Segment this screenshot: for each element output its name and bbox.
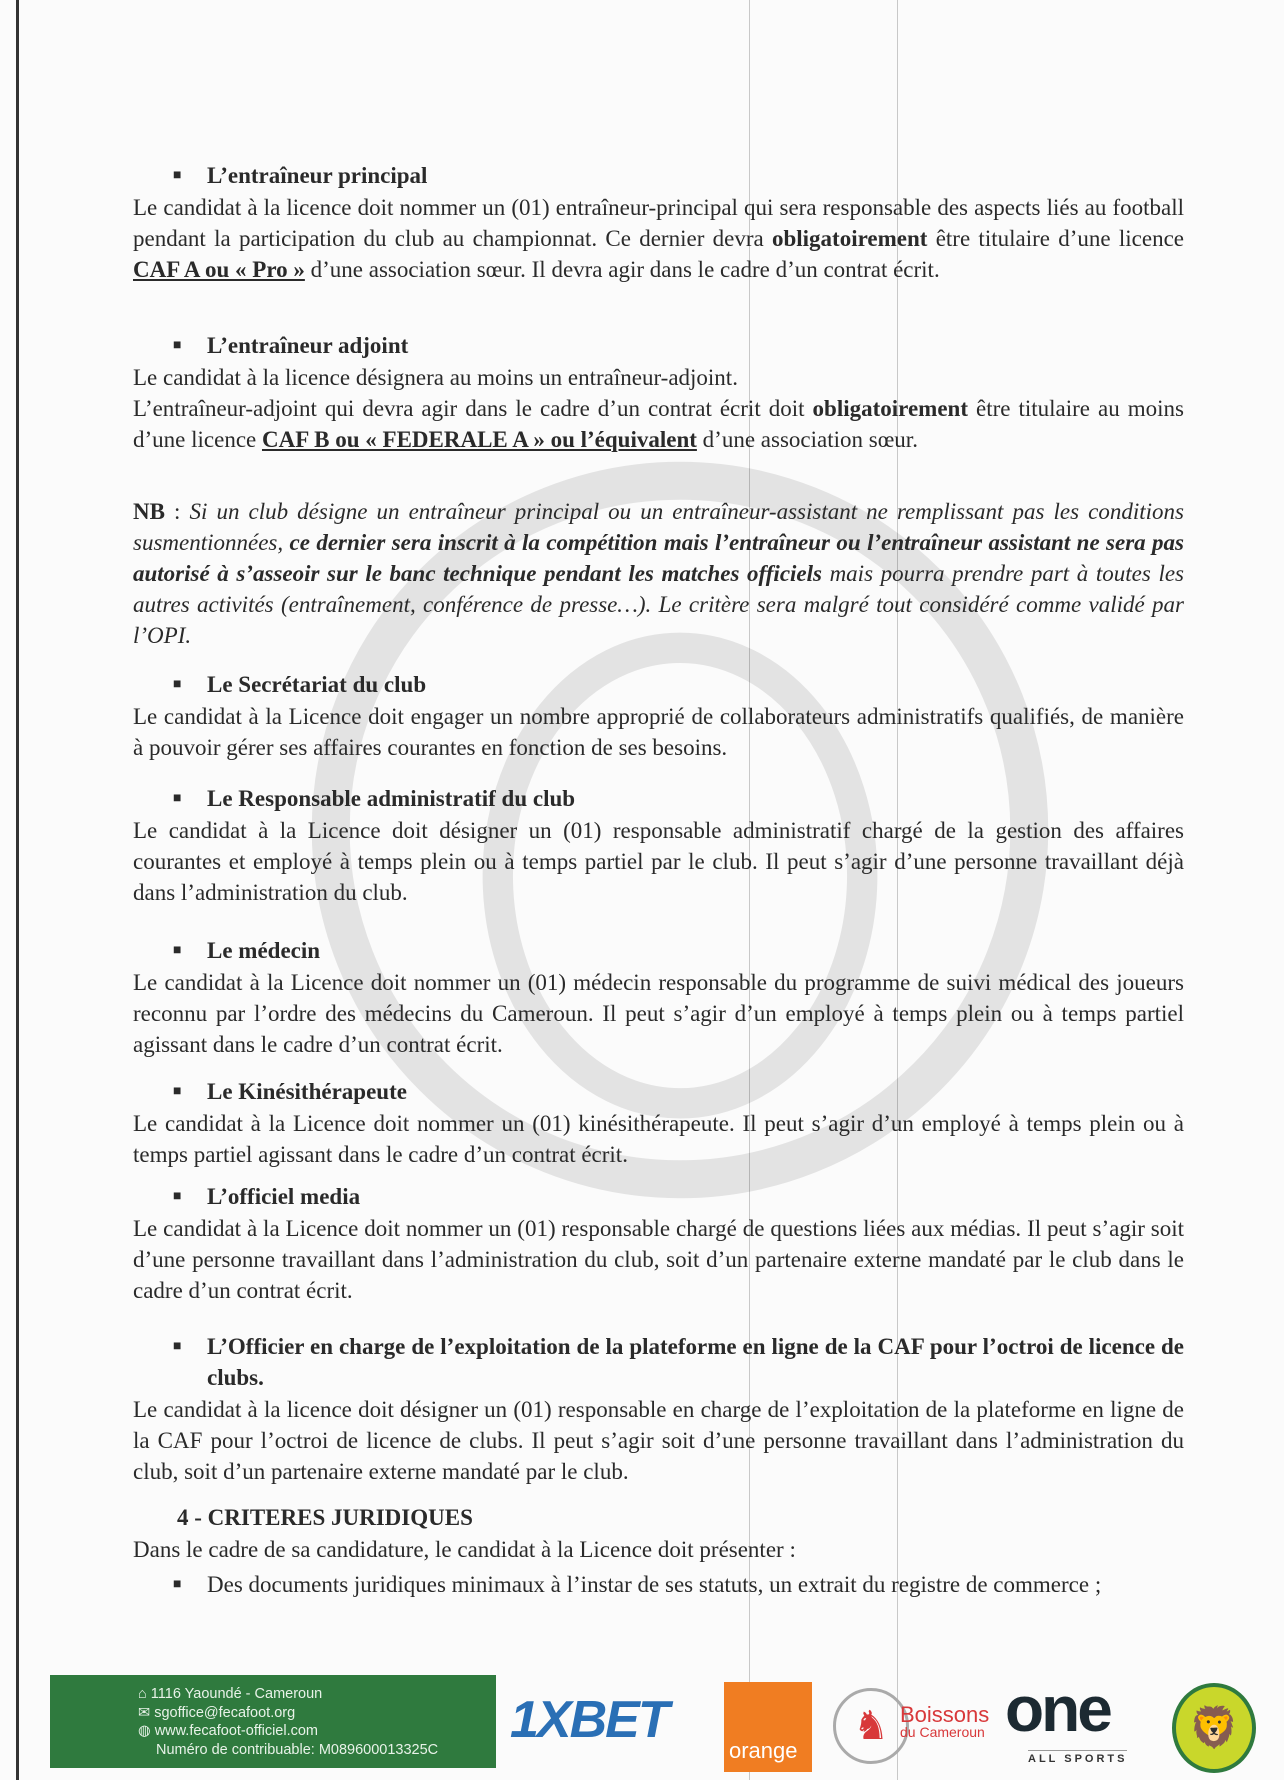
text-segment: être titulaire au moins d’une licence <box>133 396 1184 452</box>
paragraph <box>133 192 1184 285</box>
text-segment: mais pourra prendre part à toutes les autres activités (entraînement, conférence de presse…). Le critère sera malgré tout considéré comme validé par l’OPI. <box>133 561 1184 648</box>
paragraph <box>133 701 1184 763</box>
address-text: 1116 Yaoundé - Cameroun <box>150 1686 323 1702</box>
text-segment: CAF A ou « Pro » <box>133 257 305 282</box>
section <box>133 1181 1184 1306</box>
section-heading <box>133 935 1184 966</box>
section-heading <box>133 1181 1184 1212</box>
paragraph <box>133 1394 1184 1487</box>
email-link[interactable]: sgoffice@fecafoot.org <box>154 1704 296 1721</box>
text-segment: Le candidat à la Licence doit engager un nombre approprié de collaborateurs administratifs qualifiés, de manière à pouvoir gérer ses affaires courantes en fonction de ses besoins. <box>133 704 1184 760</box>
bullet-icon: ■ <box>173 1339 182 1354</box>
heading-text: L’officiel media <box>207 1184 361 1209</box>
heading-text: L’entraîneur adjoint <box>207 333 409 358</box>
one-logo: one <box>1005 1673 1110 1745</box>
text-segment: d’une association sœur. Il devra agir dans le cadre d’un contrat écrit. <box>304 257 940 282</box>
section-heading <box>133 669 1184 700</box>
text-segment: ce dernier sera inscrit à la compétition mais l’entraîneur ou l’entraîneur assistant ne sera pas autorisé à s’asseoir sur le banc technique pendant les matches officiels <box>133 530 1185 586</box>
website <box>138 1722 496 1741</box>
footer-contact-box <box>50 1675 496 1768</box>
section <box>133 1331 1184 1487</box>
section <box>133 783 1184 908</box>
text-segment: Le candidat à la licence doit nommer un (01) entraîneur-principal qui sera responsable des aspects liés au football pendant la participation du club au championnat. Ce dernier devra <box>133 195 1184 251</box>
section-heading <box>133 160 1184 191</box>
bullet-icon: ■ <box>173 1084 182 1099</box>
paragraph <box>133 967 1184 1060</box>
bullet-icon: ■ <box>173 1189 182 1204</box>
taxpayer-number: Numéro de contribuable: M089600013325C <box>156 1741 439 1758</box>
text-segment: L’entraîneur-adjoint qui devra agir dans le cadre d’un contrat écrit doit <box>133 396 813 421</box>
section-heading: 4 - CRITERES JURIDIQUES <box>177 1505 473 1530</box>
paragraph <box>133 393 1184 455</box>
text-segment: NB <box>133 499 165 524</box>
heading-text: L’Officier en charge de l’exploitation de la plateforme en ligne de la CAF pour l’octroi de licence de clubs. <box>207 1334 1184 1390</box>
text-segment: être titulaire d’une licence <box>927 226 1184 251</box>
section-heading <box>133 1331 1184 1393</box>
text-segment: Le candidat à la Licence doit nommer un (01) responsable chargé de questions liées aux médias. Il peut s’agir soit d’une personne travaillant dans l’administration du club, soit d’un partenaire externe mandaté par le club dans le cadre d’un contrat écrit. <box>133 1216 1184 1303</box>
page-border <box>16 0 19 1780</box>
text-segment: obligatoirement <box>812 396 968 421</box>
section <box>133 160 1184 285</box>
bullet-icon: ■ <box>173 338 182 353</box>
section-criteres-juridiques <box>133 1502 1184 1601</box>
bullet-icon: ■ <box>173 791 182 806</box>
heading-text: Le médecin <box>207 938 321 963</box>
heading-text: Le Secrétariat du club <box>207 672 427 697</box>
boissons-sub: du Cameroun <box>900 1724 985 1740</box>
bullet-icon: ■ <box>173 943 182 958</box>
boissons-logo <box>900 1702 990 1740</box>
section <box>133 1076 1184 1170</box>
section-heading <box>133 783 1184 814</box>
boissons-text: Boissons <box>900 1702 990 1727</box>
bullet-icon: ■ <box>173 168 182 183</box>
orange-logo <box>724 1682 812 1772</box>
text-segment: Le candidat à la Licence doit nommer un (01) kinésithérapeute. Il peut s’agir d’un employé à temps plein ou à temps partiel agissant dans le cadre d’un contrat écrit. <box>133 1111 1184 1167</box>
section-heading <box>133 1076 1184 1107</box>
paragraph <box>133 1108 1184 1170</box>
text-segment: Si un club désigne un entraîneur principal ou un entraîneur-assistant ne remplissant pas les conditions susmentionnées, <box>133 499 1184 555</box>
bullet-text: Des documents juridiques minimaux à l’instar de ses statuts, un extrait du registre de commerce ; <box>207 1572 1102 1597</box>
text-segment: obligatoirement <box>771 226 928 251</box>
fecafoot-lion-logo: 🦁 <box>1172 1683 1256 1773</box>
address <box>138 1685 496 1704</box>
one-sub: ALL SPORTS <box>1028 1750 1127 1765</box>
heading-text: Le Responsable administratif du club <box>207 786 576 811</box>
bullet-item: ■ Des documents juridiques minimaux à l’instar de ses statuts, un extrait du registre de commerce ; <box>173 1572 1102 1597</box>
paragraph: Dans le cadre de sa candidature, le candidat à la Licence doit présenter : <box>133 1537 796 1562</box>
section <box>133 330 1184 455</box>
bullet-icon: ■ <box>173 677 182 692</box>
heading-text: L’entraîneur principal <box>207 163 428 188</box>
paragraph <box>133 496 1184 651</box>
text-segment: Le candidat à la licence doit désigner un (01) responsable en charge de l’exploitation de la plateforme en ligne de la CAF pour l’octroi de licence de clubs. Il peut s’agir soit d’une personne travaillant dans l’administration du club, soit d’un partenaire externe mandaté par le club. <box>133 1397 1184 1484</box>
globe-icon: ◍ <box>138 1723 155 1739</box>
text-segment: CAF B ou « FEDERALE A » ou l’équivalent <box>261 427 697 452</box>
website-link[interactable]: www.fecafoot-officiel.com <box>154 1723 319 1739</box>
heading-text: Le Kinésithérapeute <box>207 1079 407 1104</box>
mail-icon: ✉ <box>138 1704 155 1721</box>
section <box>133 496 1184 651</box>
paragraph <box>133 1213 1184 1306</box>
section <box>133 669 1184 763</box>
paragraph <box>133 362 1184 393</box>
text-segment: Le candidat à la Licence doit désigner un (01) responsable administratif chargé de la gestion des affaires courantes et employé à temps plein ou à temps partiel par le club. Il peut s’agir d’une personne travaillant déjà dans l’administration du club. <box>133 818 1184 905</box>
orange-text: orange <box>729 1738 798 1763</box>
text-segment: Le candidat à la licence désignera au moins un entraîneur-adjoint. <box>133 365 738 390</box>
boissons-lion-icon: ♞ <box>833 1688 909 1764</box>
home-icon: ⌂ <box>138 1686 151 1702</box>
text-segment: Le candidat à la Licence doit nommer un (01) médecin responsable du programme de suivi médical des joueurs reconnu par l’ordre des médecins du Cameroun. Il peut s’agir d’un employé à temps plein ou à temps partiel agissant dans le cadre d’un contrat écrit. <box>133 970 1184 1057</box>
text-segment: : <box>164 499 190 524</box>
email <box>138 1704 496 1723</box>
text-segment: d’une association sœur. <box>696 427 918 452</box>
section-heading <box>133 330 1184 361</box>
onexbet-logo: 1XBET <box>510 1691 668 1749</box>
section <box>133 935 1184 1060</box>
paragraph <box>133 815 1184 908</box>
